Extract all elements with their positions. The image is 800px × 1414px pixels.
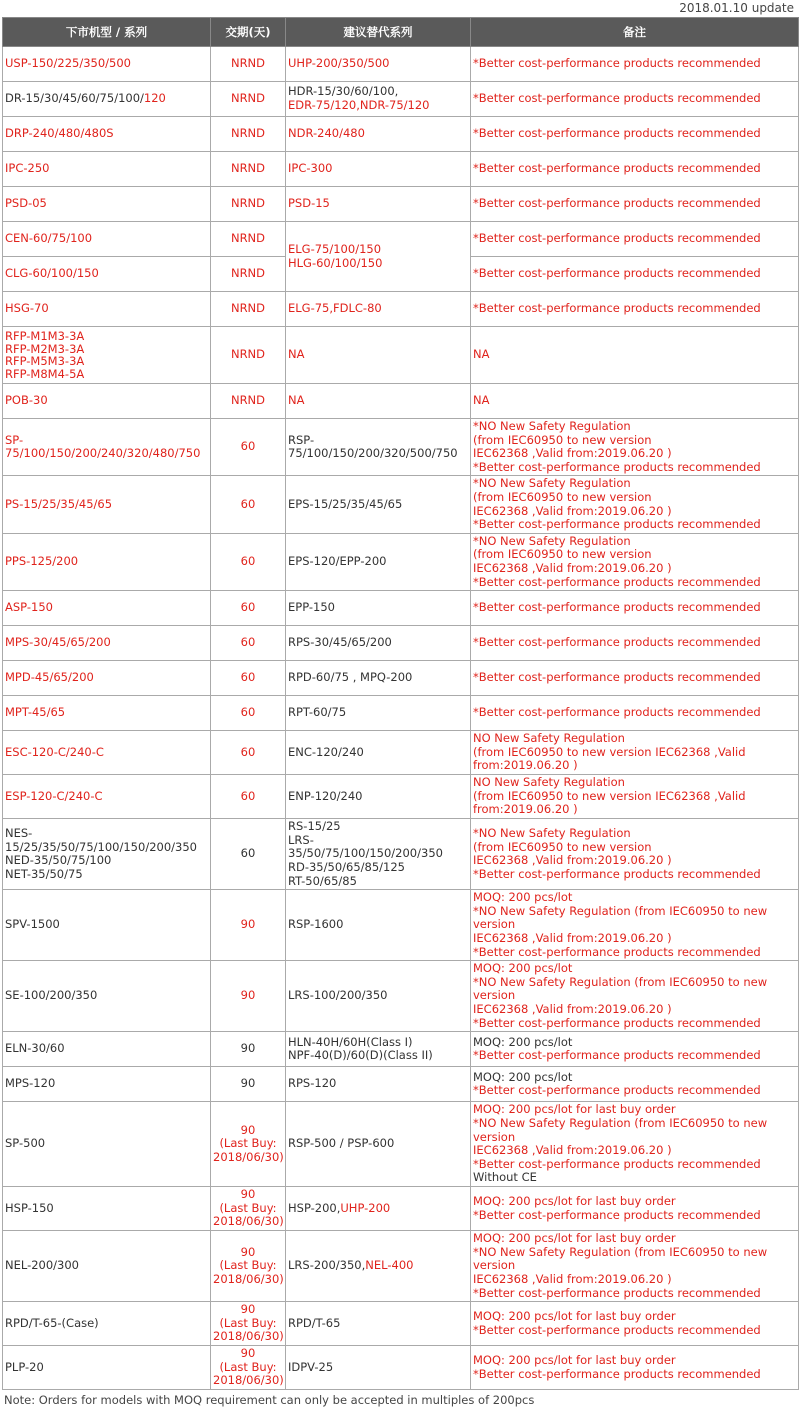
table-row [3,661,799,696]
remarks-cell: *Better cost-performance products recommended [471,257,799,292]
remarks-cell: *Better cost-performance products recommended [471,661,799,696]
remarks-cell [471,1067,799,1102]
remarks-without-ce: Without CE [473,1170,537,1185]
table-row [3,626,799,661]
replacement-cell: RPS-120 [286,1067,471,1102]
table-row [3,961,799,1032]
table-row [3,591,799,626]
model-cell: POB-30 [3,384,211,419]
remarks-moq: MOQ: 200 pcs/lot [473,1069,573,1084]
lead-time-cell: 60 [211,696,286,731]
lead-time-cell: NRND [211,327,286,384]
model-cell: ELN-30/60 [3,1032,211,1067]
model-cell: SP- 75/100/150/200/240/320/480/750 [3,419,211,476]
lead-time-cell: 90 (Last Buy: 2018/06/30) [211,1231,286,1302]
remarks-cell: *Better cost-performance products recommended [471,82,799,117]
replacement-cell: IDPV-25 [286,1346,471,1390]
remarks-cell: *Better cost-performance products recommended [471,117,799,152]
lead-time-cell: 60 [211,533,286,590]
replacement-cell: ELG-75,FDLC-80 [286,292,471,327]
replacement-cell: RSP-500 / PSP-600 [286,1102,471,1187]
table-row [3,1346,799,1390]
discontinued-products-table [2,17,799,1390]
lead-time-cell: 60 [211,626,286,661]
model-cell: SPV-1500 [3,890,211,961]
remarks-cell: *NO New Safety Regulation (from IEC60950 to new version IEC62368 ,Valid from:2019.06.20 ) *Better cost-performance products recommended [471,819,799,890]
model-cell: USP-150/225/350/500 [3,47,211,82]
table-row [3,1032,799,1067]
lead-time-cell: 90 (Last Buy: 2018/06/30) [211,1302,286,1346]
model-cell [3,82,211,117]
replacement-cell: EPS-15/25/35/45/65 [286,476,471,533]
replacement-text: LRS-200/350, [288,1258,366,1273]
remarks-moq: MOQ: 200 pcs/lot [473,1034,573,1049]
table-row [3,890,799,961]
model-text-highlight: 120 [143,91,166,106]
replacement-cell: LRS-100/200/350 [286,961,471,1032]
header-discontinued-model: 下市机型 / 系列 [3,18,211,47]
remarks-cell: *NO New Safety Regulation (from IEC60950 to new version IEC62368 ,Valid from:2019.06.20 ) *Better cost-performance products recommended [471,419,799,476]
table-row [3,696,799,731]
table-row [3,819,799,890]
lead-time-cell: 60 [211,476,286,533]
replacement-cell: RPD-60/75 , MPQ-200 [286,661,471,696]
remarks-cell: MOQ: 200 pcs/lot for last buy order *Better cost-performance products recommended [471,1302,799,1346]
remarks-text: *Better cost-performance products recommended [473,1048,761,1063]
lead-time-cell: 60 [211,661,286,696]
table-row [3,82,799,117]
replacement-cell: NDR-240/480 [286,117,471,152]
remarks-cell: *Better cost-performance products recommended [471,187,799,222]
remarks-cell: MOQ: 200 pcs/lot for last buy order *Better cost-performance products recommended [471,1346,799,1390]
model-cell: IPC-250 [3,152,211,187]
table-row [3,775,799,819]
table-row [3,1231,799,1302]
table-row [3,476,799,533]
header-replacement: 建议替代系列 [286,18,471,47]
remarks-cell: *Better cost-performance products recommended [471,152,799,187]
replacement-cell: ENP-120/240 [286,775,471,819]
model-cell: PS-15/25/35/45/65 [3,476,211,533]
replacement-text: HDR-15/30/60/100, [288,84,399,99]
remarks-text: *Better cost-performance products recommended [473,1083,761,1098]
lead-time-cell: 90 (Last Buy: 2018/06/30) [211,1346,286,1390]
update-date: 2018.01.10 update [679,1,794,15]
replacement-cell: HLN-40H/60H(Class I) NPF-40(D)/60(D)(Class II) [286,1032,471,1067]
replacement-cell [286,1231,471,1302]
remarks-cell: MOQ: 200 pcs/lot for last buy order *Better cost-performance products recommended [471,1187,799,1231]
replacement-cell: IPC-300 [286,152,471,187]
lead-time-cell: 90 (Last Buy: 2018/06/30) [211,1187,286,1231]
remarks-cell: NA [471,384,799,419]
lead-time-cell: 60 [211,731,286,775]
replacement-cell: ENC-120/240 [286,731,471,775]
remarks-cell: *Better cost-performance products recommended [471,222,799,257]
table-row [3,152,799,187]
replacement-cell: UHP-200/350/500 [286,47,471,82]
lead-time-cell: NRND [211,187,286,222]
replacement-cell [286,1187,471,1231]
model-cell: DRP-240/480/480S [3,117,211,152]
model-cell: SE-100/200/350 [3,961,211,1032]
lead-time-cell: NRND [211,152,286,187]
model-cell: ESC-120-C/240-C [3,731,211,775]
lead-time-cell: NRND [211,292,286,327]
lead-time-cell: 60 [211,819,286,890]
footnote: Note: Orders for models with MOQ requirement can only be accepted in multiples of 200pcs [4,1393,535,1407]
replacement-cell: PSD-15 [286,187,471,222]
remarks-text: MOQ: 200 pcs/lot for last buy order *NO New Safety Regulation (from IEC60950 to new version IEC62368 ,Valid from:2019.06.20 ) *Better cost-performance products recommended [473,1102,768,1171]
model-cell: HSG-70 [3,292,211,327]
replacement-cell: EPP-150 [286,591,471,626]
lead-time-cell: 90 [211,1032,286,1067]
remarks-cell [471,1102,799,1187]
model-cell: ASP-150 [3,591,211,626]
remarks-cell: MOQ: 200 pcs/lot *NO New Safety Regulation (from IEC60950 to new version IEC62368 ,Valid from:2019.06.20 ) *Better cost-performance products recommended [471,890,799,961]
replacement-cell: RSP- 75/100/150/200/320/500/750 [286,419,471,476]
table-row [3,1187,799,1231]
replacement-cell: RPT-60/75 [286,696,471,731]
table-row [3,1067,799,1102]
model-cell: RPD/T-65-(Case) [3,1302,211,1346]
table-row [3,731,799,775]
remarks-cell: MOQ: 200 pcs/lot *NO New Safety Regulation (from IEC60950 to new version IEC62368 ,Valid from:2019.06.20 ) *Better cost-performance products recommended [471,961,799,1032]
model-cell: NEL-200/300 [3,1231,211,1302]
lead-time-cell: 90 [211,961,286,1032]
lead-time-cell: NRND [211,117,286,152]
header-lead-time: 交期(天) [211,18,286,47]
remarks-cell: NA [471,327,799,384]
model-cell: MPS-30/45/65/200 [3,626,211,661]
replacement-cell: ELG-75/100/150 HLG-60/100/150 [286,222,471,292]
table-row [3,384,799,419]
table-row [3,117,799,152]
table-row [3,222,799,257]
header-remarks: 备注 [471,18,799,47]
table-row [3,47,799,82]
lead-time-cell: NRND [211,47,286,82]
remarks-cell: *Better cost-performance products recommended [471,626,799,661]
lead-time-cell: 60 [211,775,286,819]
replacement-cell: NA [286,327,471,384]
replacement-cell: RS-15/25 LRS- 35/50/75/100/150/200/350 RD-35/50/65/85/125 RT-50/65/85 [286,819,471,890]
replacement-text: HSP-200, [288,1200,341,1215]
model-cell: NES- 15/25/35/50/75/100/150/200/350 NED-35/50/75/100 NET-35/50/75 [3,819,211,890]
replacement-cell: EPS-120/EPP-200 [286,533,471,590]
lead-time-cell: 90 [211,1067,286,1102]
table-row [3,327,799,384]
table-row [3,187,799,222]
lead-time-cell: 60 [211,591,286,626]
replacement-cell: NA [286,384,471,419]
remarks-cell: *Better cost-performance products recommended [471,47,799,82]
model-cell: MPT-45/65 [3,696,211,731]
model-cell: ESP-120-C/240-C [3,775,211,819]
replacement-text-highlight: EDR-75/120,NDR-75/120 [288,98,430,112]
remarks-cell: *Better cost-performance products recommended [471,591,799,626]
remarks-cell: NO New Safety Regulation (from IEC60950 to new version IEC62368 ,Valid from:2019.06.20 ) [471,731,799,775]
model-text: DR-15/30/45/60/75/100/ [5,91,144,106]
model-cell: CLG-60/100/150 [3,257,211,292]
table-row [3,533,799,590]
replacement-cell: RPS-30/45/65/200 [286,626,471,661]
model-cell: RFP-M1M3-3A RFP-M2M3-3A RFP-M5M3-3A RFP-M8M4-5A [3,327,211,384]
replacement-cell: RSP-1600 [286,890,471,961]
table-row [3,292,799,327]
remarks-cell [471,1032,799,1067]
model-cell: PPS-125/200 [3,533,211,590]
remarks-cell: MOQ: 200 pcs/lot for last buy order *NO New Safety Regulation (from IEC60950 to new version IEC62368 ,Valid from:2019.06.20 ) *Better cost-performance products recommended [471,1231,799,1302]
replacement-cell [286,82,471,117]
remarks-cell: *Better cost-performance products recommended [471,292,799,327]
lead-time-cell: 90 (Last Buy: 2018/06/30) [211,1102,286,1187]
remarks-cell: NO New Safety Regulation (from IEC60950 to new version IEC62368 ,Valid from:2019.06.20 ) [471,775,799,819]
model-cell: PLP-20 [3,1346,211,1390]
lead-time-cell: 90 [211,890,286,961]
lead-time-cell: NRND [211,82,286,117]
lead-time-cell: NRND [211,257,286,292]
model-cell: SP-500 [3,1102,211,1187]
table-row [3,1302,799,1346]
remarks-cell: *NO New Safety Regulation (from IEC60950 to new version IEC62368 ,Valid from:2019.06.20 ) *Better cost-performance products recommended [471,533,799,590]
model-cell: PSD-05 [3,187,211,222]
lead-time-cell: NRND [211,384,286,419]
model-cell: MPD-45/65/200 [3,661,211,696]
model-cell: CEN-60/75/100 [3,222,211,257]
remarks-cell: *Better cost-performance products recommended [471,696,799,731]
table-row [3,419,799,476]
replacement-cell: RPD/T-65 [286,1302,471,1346]
replacement-text-highlight: NEL-400 [365,1258,414,1273]
model-cell: MPS-120 [3,1067,211,1102]
table-row [3,1102,799,1187]
lead-time-cell: 60 [211,419,286,476]
replacement-text-highlight: UHP-200 [340,1200,391,1215]
remarks-cell: *NO New Safety Regulation (from IEC60950 to new version IEC62368 ,Valid from:2019.06.20 ) *Better cost-performance products recommended [471,476,799,533]
model-cell: HSP-150 [3,1187,211,1231]
lead-time-cell: NRND [211,222,286,257]
table-header-row [3,18,799,47]
